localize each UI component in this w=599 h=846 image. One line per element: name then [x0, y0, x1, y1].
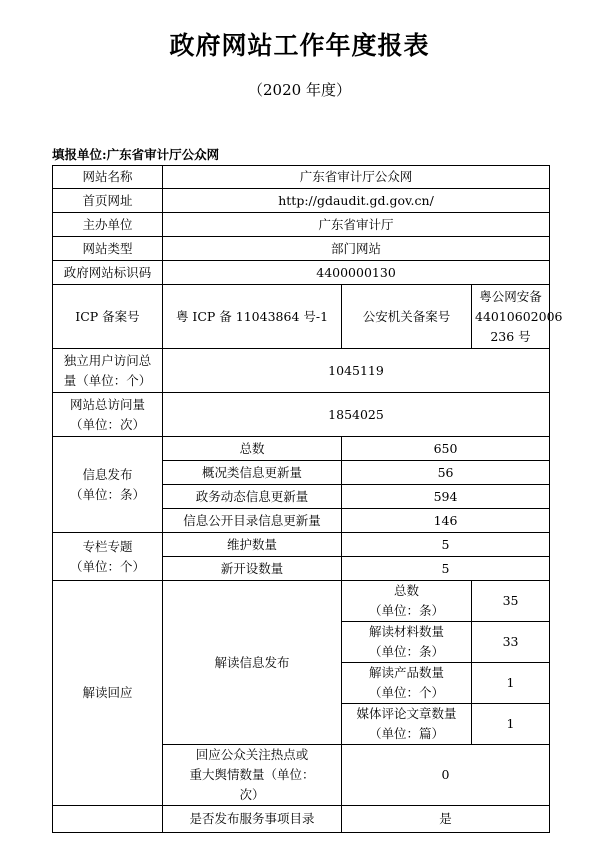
homepage-label: 首页网址: [53, 189, 163, 213]
icp-value: 粤 ICP 备 11043864 号-1: [163, 285, 342, 349]
table-row: [53, 166, 550, 189]
table-row: [53, 581, 550, 622]
info-item-value: 146: [342, 509, 550, 533]
column-topic-label: 专栏专题 （单位：个）: [53, 533, 163, 581]
site-id-value: 4400000130: [163, 261, 550, 285]
info-item-value: 650: [342, 437, 550, 461]
column-item-label: 新开设数量: [163, 557, 342, 581]
table-row: [53, 437, 550, 461]
table-row: [53, 393, 550, 437]
unique-visitors-label: 独立用户访问总 量（单位：个）: [53, 349, 163, 393]
site-type-label: 网站类型: [53, 237, 163, 261]
total-visits-label: 网站总访问量 （单位：次）: [53, 393, 163, 437]
police-record-label: 公安机关备案号: [342, 285, 472, 349]
hotspot-response-label: 回应公众关注热点或 重大舆情数量（单位： 次）: [163, 745, 342, 806]
interpret-publish-label: 解读信息发布: [163, 581, 342, 745]
table-row: [53, 806, 550, 833]
total-visits-value: 1854025: [163, 393, 550, 437]
interpret-item-value: 1: [472, 704, 550, 745]
table-row: [53, 237, 550, 261]
interpret-item-value: 33: [472, 622, 550, 663]
info-item-label: 政务动态信息更新量: [163, 485, 342, 509]
homepage-value: http://gdaudit.gd.gov.cn/: [163, 189, 550, 213]
unique-visitors-value: 1045119: [163, 349, 550, 393]
service-catalog-value: 是: [342, 806, 550, 833]
interpret-item-value: 35: [472, 581, 550, 622]
site-type-value: 部门网站: [163, 237, 550, 261]
info-item-value: 56: [342, 461, 550, 485]
page-title: 政府网站工作年度报表: [169, 31, 430, 60]
site-name-value: 广东省审计厅公众网: [163, 166, 550, 189]
interpret-item-label: 总数 （单位：条）: [342, 581, 472, 622]
column-item-value: 5: [342, 557, 550, 581]
service-catalog-label: 是否发布服务事项目录: [163, 806, 342, 833]
info-item-value: 594: [342, 485, 550, 509]
reporting-unit: 填报单位:广东省审计厅公众网: [52, 147, 220, 162]
hotspot-response-value: 0: [342, 745, 550, 806]
report-table: [52, 165, 563, 833]
interpret-item-label: 解读材料数量 （单位：条）: [342, 622, 472, 663]
interpret-item-value: 1: [472, 663, 550, 704]
host-label: 主办单位: [53, 213, 163, 237]
info-item-label: 总数: [163, 437, 342, 461]
icp-label: ICP 备案号: [53, 285, 163, 349]
column-item-value: 5: [342, 533, 550, 557]
info-item-label: 概况类信息更新量: [163, 461, 342, 485]
site-id-label: 政府网站标识码: [53, 261, 163, 285]
interpret-item-label: 媒体评论文章数量 （单位：篇）: [342, 704, 472, 745]
table-row: [53, 285, 550, 349]
interpret-response-label: 解读回应: [53, 581, 163, 806]
host-value: 广东省审计厅: [163, 213, 550, 237]
info-publish-label: 信息发布 （单位：条）: [53, 437, 163, 533]
site-name-label: 网站名称: [53, 166, 163, 189]
table-row: [53, 533, 550, 557]
interpret-item-label: 解读产品数量 （单位：个）: [342, 663, 472, 704]
report-year: （2020 年度）: [248, 81, 351, 99]
table-row: [53, 213, 550, 237]
table-row: [53, 261, 550, 285]
service-blank-cell: [53, 806, 163, 833]
police-record-value: 粤公网安备 44010602006 236 号: [472, 285, 550, 349]
column-item-label: 维护数量: [163, 533, 342, 557]
info-item-label: 信息公开目录信息更新量: [163, 509, 342, 533]
table-row: [53, 349, 550, 393]
table-row: [53, 189, 550, 213]
